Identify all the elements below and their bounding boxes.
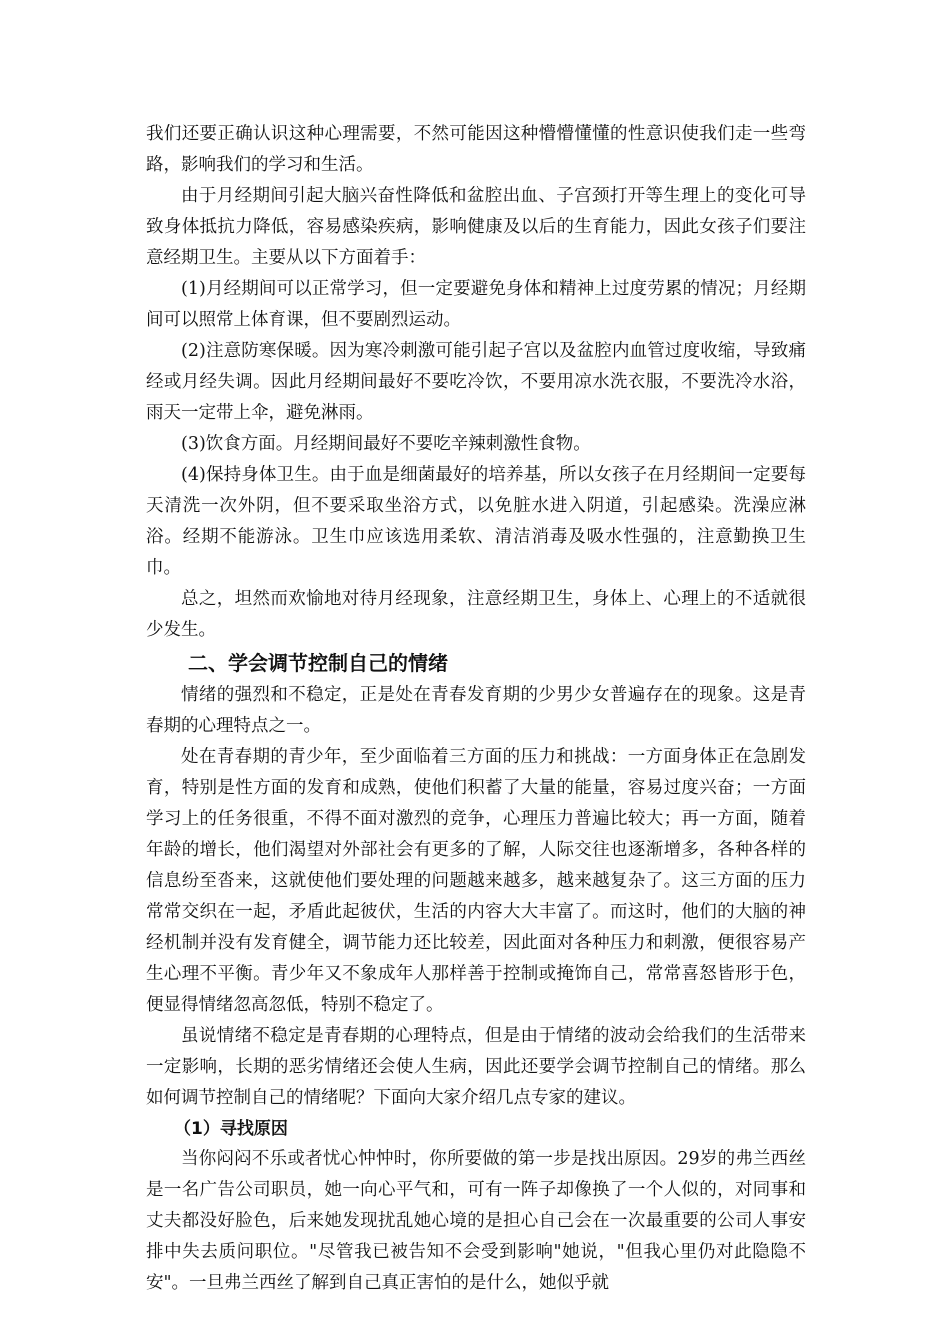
paragraph-three-pressures: 处在青春期的青少年，至少面临着三方面的压力和挑战：一方面身体正在急剧发育，特别是性方面的发育和成熟，使他们积蓄了大量的能量，容易过度兴奋；一方面学习上的任务很重，不得不面对激烈的竞争，心理压力普遍比较大；再一方面，随着年龄的增长，他们渴望对外部社会有更多的了解，人际交往也逐渐增多，各种各样的信息纷至沓来，这就使他们要处理的问题越来越多，越来越复杂了。这三方面的压力常常交织在一起，矛盾此起彼伏，生活的内容大大丰富了。而这时，他们的大脑的神经机制并没有发育健全，调节能力还比较差，因此面对各种压力和刺激，便很容易产生心理不平衡。青少年又不象成年人那样善于控制或掩饰自己，常常喜怒皆形于色，便显得情绪忽高忽低，特别不稳定了。 [146, 747, 806, 1015]
paragraph-item-3: (3)饮食方面。月经期间最好不要吃辛辣刺激性食物。 [181, 434, 591, 454]
paragraph-item-2: (2)注意防寒保暖。因为寒冷刺激可能引起子宫以及盆腔内血管过度收缩，导致痛经或月经失调。因此月经期间最好不要吃冷饮，不要用凉水洗衣服，不要洗冷水浴，雨天一定带上伞，避免淋雨。 [146, 341, 806, 423]
paragraph-item-4: (4)保持身体卫生。由于血是细菌最好的培养基，所以女孩子在月经期间一定要每天清洗一次外阴，但不要采取坐浴方式，以免脏水进入阴道，引起感染。洗澡应淋浴。经期不能游泳。卫生巾应该选用柔软、清洁消毒及吸水性强的，注意勤换卫生巾。 [146, 465, 806, 578]
paragraph-find-cause: 当你闷闷不乐或者忧心忡忡时，你所要做的第一步是找出原因。29岁的弗兰西丝是一名广告公司职员，她一向心平气和，可有一阵子却像换了一个人似的，对同事和丈夫都没好脸色，后来她发现扰乱她心境的是担心自己会在一次最重要的公司人事安排中失去质问职位。"尽管我已被告知不会受到影响"她说，"但我心里仍对此隐隐不安"。一旦弗兰西丝了解到自己真正害怕的是什么，她似乎就 [146, 1149, 806, 1293]
paragraph-menstrual-hygiene-intro: 由于月经期间引起大脑兴奋性降低和盆腔出血、子宫颈打开等生理上的变化可导致身体抵抗力降低，容易感染疾病，影响健康及以后的生育能力，因此女孩子们要注意经期卫生。主要从以下方面着手： [146, 186, 806, 268]
document-page [146, 119, 806, 1299]
paragraph-expert-advice: 虽说情绪不稳定是青春期的心理特点，但是由于情绪的波动会给我们的生活带来一定影响，长期的恶劣情绪还会使人生病，因此还要学会调节控制自己的情绪。那么如何调节控制自己的情绪呢？下面向大家介绍几点专家的建议。 [146, 1026, 806, 1108]
paragraph-continuation: 我们还要正确认识这种心理需要，不然可能因这种懵懵懂懂的性意识使我们走一些弯路，影响我们的学习和生活。 [146, 124, 806, 175]
paragraph-item-1: (1)月经期间可以正常学习，但一定要避免身体和精神上过度劳累的情况；月经期间可以照常上体育课，但不要剧烈运动。 [146, 279, 806, 330]
section-heading-emotions: 二、学会调节控制自己的情绪 [188, 651, 448, 675]
paragraph-emotion-intro: 情绪的强烈和不稳定，正是处在青春发育期的少男少女普遍存在的现象。这是青春期的心理特点之一。 [146, 685, 806, 736]
paragraph-summary: 总之，坦然而欢愉地对待月经现象，注意经期卫生，身体上、心理上的不适就很少发生。 [146, 589, 806, 640]
subheading-find-cause: （1）寻找原因 [174, 1119, 288, 1139]
